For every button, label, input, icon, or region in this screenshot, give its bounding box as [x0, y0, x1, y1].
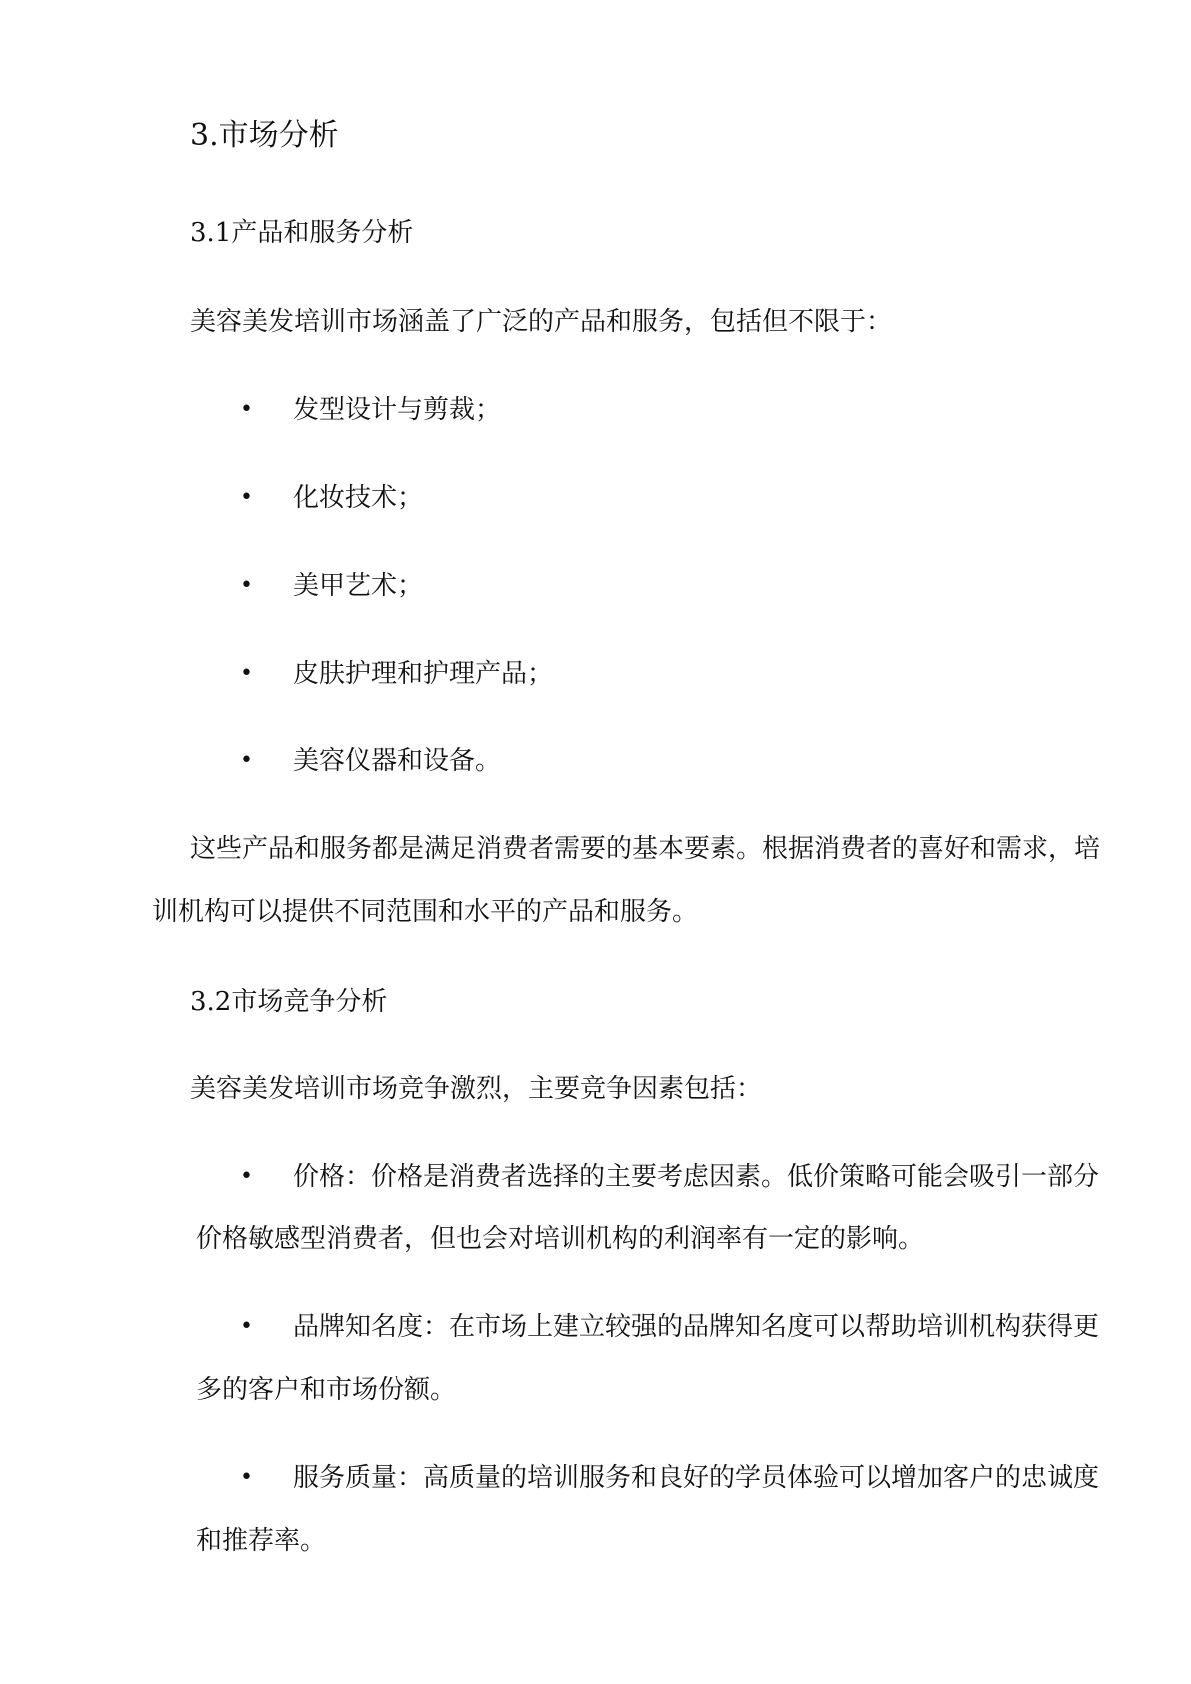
section-title: 3.市场分析	[190, 118, 339, 153]
body-paragraph-line: 这些产品和服务都是满足消费者需要的基本要素。根据消费者的喜好和需求，培	[190, 834, 1101, 864]
bullet-icon: •	[240, 1465, 253, 1490]
list-item-text-continuation: 多的客户和市场份额。	[196, 1375, 457, 1405]
bullet-icon: •	[240, 748, 253, 773]
intro-paragraph-3-2: 美容美发培训市场竞争激烈，主要竞争因素包括：	[190, 1074, 763, 1104]
list-item-text: 化妆技术；	[293, 483, 424, 513]
list-item-text: 服务质量：高质量的培训服务和良好的学员体验可以增加客户的忠诚度	[293, 1463, 1100, 1493]
body-paragraph-line: 训机构可以提供不同范围和水平的产品和服务。	[152, 897, 699, 927]
list-item-text: 美容仪器和设备。	[293, 746, 502, 776]
bullet-icon: •	[240, 661, 253, 686]
bullet-icon: •	[240, 397, 253, 422]
bullet-icon: •	[240, 1164, 253, 1189]
list-item-text: 品牌知名度：在市场上建立较强的品牌知名度可以帮助培训机构获得更	[293, 1312, 1100, 1342]
list-item-text: 皮肤护理和护理产品；	[293, 659, 554, 689]
bullet-icon: •	[240, 573, 253, 598]
bullet-icon: •	[240, 1314, 253, 1339]
subsection-heading-3-1: 3.1产品和服务分析	[190, 218, 414, 248]
list-item-text-continuation: 价格敏感型消费者，但也会对培训机构的利润率有一定的影响。	[196, 1224, 925, 1254]
subsection-heading-3-2: 3.2市场竞争分析	[190, 987, 388, 1017]
list-item-text: 价格：价格是消费者选择的主要考虑因素。低价策略可能会吸引一部分	[293, 1162, 1100, 1192]
list-item-text: 发型设计与剪裁；	[293, 395, 502, 425]
intro-paragraph-3-1: 美容美发培训市场涵盖了广泛的产品和服务，包括但不限于：	[190, 307, 893, 337]
bullet-icon: •	[240, 485, 253, 510]
list-item-text: 美甲艺术；	[293, 571, 424, 601]
list-item-text-continuation: 和推荐率。	[196, 1526, 327, 1556]
